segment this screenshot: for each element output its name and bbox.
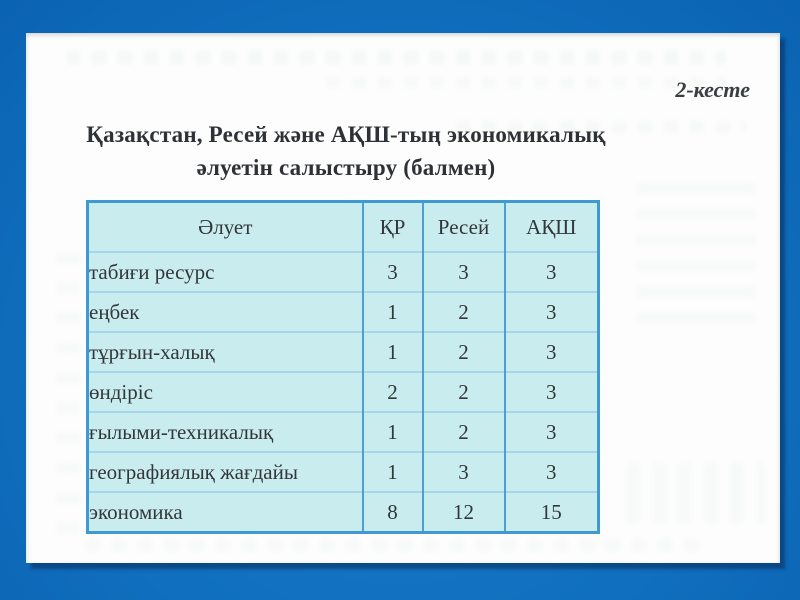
value-kr: 8	[363, 492, 423, 533]
value-usa: 3	[505, 412, 599, 452]
scan-bleedthrough-artifact	[66, 51, 726, 64]
value-russia: 3	[423, 252, 505, 292]
value-usa: 15	[505, 492, 599, 533]
table-row	[88, 332, 599, 372]
header-potential: Әлует	[198, 214, 253, 239]
value-usa: 3	[505, 332, 599, 372]
table-number-caption: 2-кесте	[675, 77, 750, 102]
row-label: табиғи ресурс	[88, 252, 363, 292]
row-label: өндіріс	[88, 372, 363, 412]
comparison-table	[86, 200, 600, 534]
table-row	[88, 292, 599, 332]
table-row	[88, 492, 599, 533]
value-kr: 3	[363, 252, 423, 292]
value-russia: 12	[423, 492, 505, 533]
header-russia: Ресей	[423, 202, 505, 253]
value-russia: 2	[423, 412, 505, 452]
value-usa: 3	[505, 452, 599, 492]
row-label: экономика	[88, 492, 363, 533]
scan-bleedthrough-artifact	[86, 539, 706, 551]
page-title	[66, 119, 626, 184]
value-kr: 1	[363, 292, 423, 332]
table-header-row	[88, 202, 599, 253]
page-title-line2: әлуетін салыстыру (балмен)	[196, 154, 496, 180]
value-russia: 2	[423, 372, 505, 412]
scan-bleedthrough-artifact	[636, 183, 756, 323]
value-russia: 2	[423, 332, 505, 372]
row-label: тұрғын-халық	[88, 332, 363, 372]
value-russia: 2	[423, 292, 505, 332]
page-title-line1: Қазақстан, Ресей және АҚШ-тың экономикалық	[86, 122, 606, 147]
value-kr: 1	[363, 332, 423, 372]
scan-bleedthrough-artifact	[56, 233, 80, 533]
row-label: еңбек	[88, 292, 363, 332]
scan-bleedthrough-artifact	[626, 463, 766, 523]
value-usa: 3	[505, 292, 599, 332]
scanned-page	[26, 33, 780, 563]
value-usa: 3	[505, 372, 599, 412]
table-row	[88, 252, 599, 292]
table-row	[88, 372, 599, 412]
value-kr: 1	[363, 412, 423, 452]
scan-bleedthrough-artifact	[326, 77, 726, 88]
row-label: географиялық жағдайы	[88, 452, 363, 492]
value-kr: 1	[363, 452, 423, 492]
table-row	[88, 412, 599, 452]
row-label: ғылыми-техникалық	[88, 412, 363, 452]
value-russia: 3	[423, 452, 505, 492]
header-kr: ҚР	[363, 202, 423, 253]
header-usa: АҚШ	[505, 202, 599, 253]
value-usa: 3	[505, 252, 599, 292]
table-row	[88, 452, 599, 492]
value-kr: 2	[363, 372, 423, 412]
